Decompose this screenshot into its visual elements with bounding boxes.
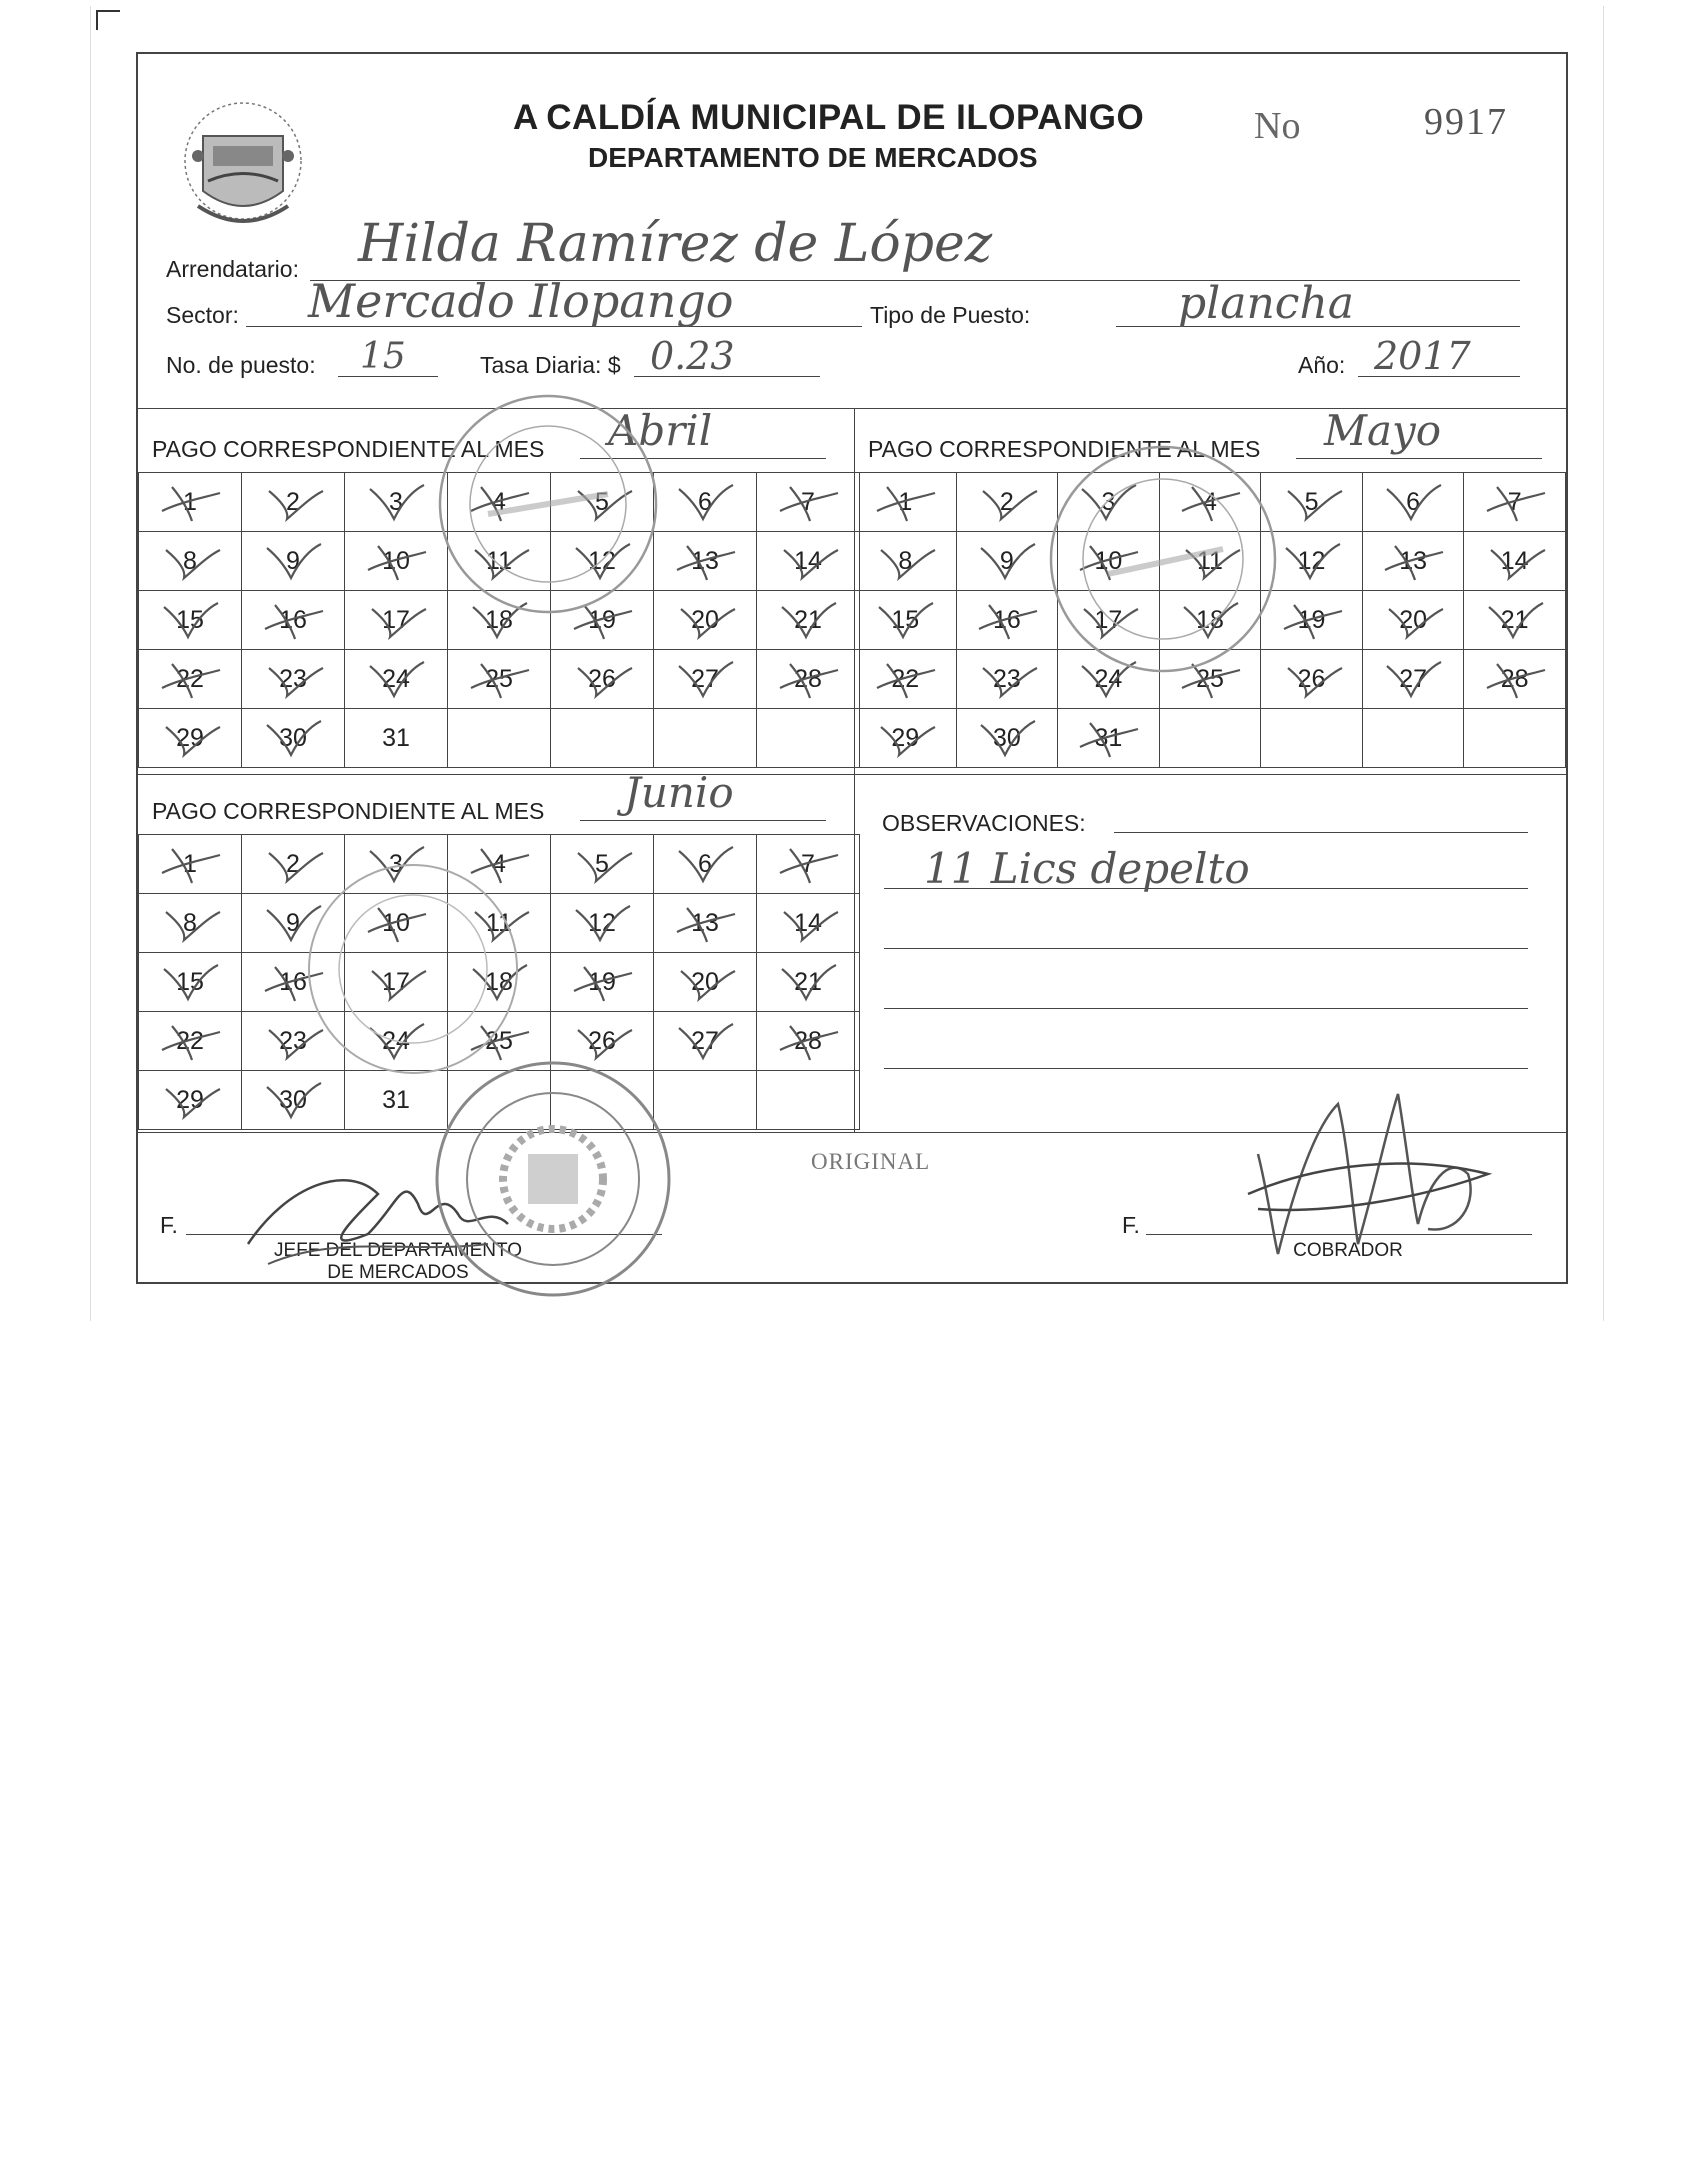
day-cell-mayo-21 [1464,591,1566,650]
day-number: 5 [1304,487,1319,516]
tasa-value: 0.23 [650,334,735,378]
day-number: 7 [1507,487,1522,516]
day-cell-junio-7 [757,835,860,894]
day-cell-junio-12 [551,894,654,953]
empty-cell [551,709,654,768]
day-number: 22 [176,664,204,693]
day-number: 5 [595,487,609,516]
day-number: 20 [691,967,719,996]
day-number: 20 [691,605,719,634]
day-cell-junio-15 [139,953,242,1012]
day-number: 16 [279,605,307,634]
day-number: 28 [1500,664,1529,693]
day-number: 11 [1196,546,1223,575]
day-cell-mayo-22 [855,650,957,709]
day-cell-mayo-27 [1362,650,1464,709]
observaciones-line-1 [1114,832,1528,833]
day-number: 3 [389,487,403,516]
municipal-seal-icon [178,96,308,236]
day-number: 12 [588,908,616,937]
day-cell-abril-28 [757,650,860,709]
day-cell-mayo-31 [1058,709,1160,768]
day-cell-mayo-6 [1362,473,1464,532]
day-cell-junio-6 [654,835,757,894]
day-cell-mayo-15 [855,591,957,650]
observaciones-note: 11 Lics depelto [924,844,1250,893]
day-cell-mayo-28 [1464,650,1566,709]
day-number: 17 [382,605,410,634]
day-cell-junio-29 [139,1071,242,1130]
day-number: 6 [698,487,712,516]
day-number: 27 [691,1026,719,1055]
empty-cell [757,709,860,768]
day-number: 14 [794,546,822,575]
observaciones-line-4 [884,1008,1528,1009]
day-number: 19 [1297,605,1326,634]
day-cell-abril-22 [139,650,242,709]
municipality-title: A CALDÍA MUNICIPAL DE ILOPANGO [513,98,1145,137]
day-cell-abril-23 [242,650,345,709]
day-cell-abril-31 [345,709,448,768]
jefe-title-line1: JEFE DEL DEPARTAMENTO [273,1240,523,1261]
cobrador-title: COBRADOR [1293,1240,1403,1261]
day-cell-mayo-30 [956,709,1058,768]
day-cell-junio-13 [654,894,757,953]
day-number: 31 [382,723,410,752]
day-number: 23 [279,1026,307,1055]
sector-value: Mercado Ilopango [308,274,734,328]
receipt-number: 9917 [1424,101,1508,143]
day-number: 21 [794,967,822,996]
day-number: 18 [485,967,513,996]
tipo-puesto-label: Tipo de Puesto: [870,302,1031,328]
day-number: 15 [891,605,920,634]
day-cell-mayo-14 [1464,532,1566,591]
day-cell-abril-9 [242,532,345,591]
day-number: 6 [1406,487,1421,516]
day-number: 13 [1399,546,1427,575]
day-cell-junio-8 [139,894,242,953]
grid-row [855,709,1566,768]
day-number: 31 [382,1085,410,1114]
day-number: 25 [485,664,513,693]
day-cell-abril-20 [654,591,757,650]
day-number: 16 [992,605,1021,634]
day-number: 29 [891,723,920,752]
day-number: 24 [382,664,410,693]
day-number: 3 [1101,487,1116,516]
observaciones-line-3 [884,948,1528,949]
empty-cell [757,1071,860,1130]
tasa-label: Tasa Diaria: $ [480,352,621,378]
day-number: 18 [485,605,513,634]
empty-cell [1464,709,1566,768]
day-cell-abril-13 [654,532,757,591]
day-number: 7 [801,487,815,516]
day-number: 17 [382,967,410,996]
day-number: 8 [183,546,197,575]
day-cell-abril-29 [139,709,242,768]
day-number: 27 [691,664,719,693]
day-number: 19 [588,967,616,996]
day-number: 2 [999,487,1014,516]
day-number: 2 [286,487,300,516]
day-number: 1 [183,849,197,878]
day-number: 26 [1297,664,1326,693]
day-number: 19 [588,605,616,634]
cobrador-signature-icon [1238,1064,1498,1274]
day-number: 7 [801,849,815,878]
day-cell-abril-24 [345,650,448,709]
receipt-card [136,52,1568,1284]
day-number: 22 [176,1026,204,1055]
day-number: 24 [382,1026,410,1055]
empty-cell [1159,709,1261,768]
day-number: 15 [176,605,204,634]
observaciones-label: OBSERVACIONES: [882,810,1086,836]
day-number: 14 [794,908,822,937]
day-number: 9 [999,546,1014,575]
day-cell-abril-21 [757,591,860,650]
day-number: 21 [794,605,822,634]
day-number: 20 [1399,605,1427,634]
empty-cell [654,709,757,768]
day-cell-mayo-1 [855,473,957,532]
tipo-puesto-value: plancha [1178,278,1355,329]
day-cell-abril-2 [242,473,345,532]
department-subtitle: DEPARTAMENTO DE MERCADOS [588,142,1038,173]
day-number: 15 [176,967,204,996]
month-value-mayo: Mayo [1324,406,1442,455]
month-line-mayo [1296,458,1542,459]
day-cell-junio-19 [551,953,654,1012]
section-divider-middle [138,774,1566,775]
day-number: 31 [1094,723,1123,752]
arrendatario-value: Hilda Ramírez de López [358,214,993,274]
day-number: 8 [898,546,913,575]
day-cell-abril-30 [242,709,345,768]
day-number: 13 [691,908,719,937]
month-label-mayo: PAGO CORRESPONDIENTE AL MES [868,436,1261,462]
day-number: 9 [286,546,300,575]
signature-f-left: F. [160,1212,178,1238]
stamp-abril-icon [428,384,668,624]
day-cell-abril-15 [139,591,242,650]
day-cell-junio-14 [757,894,860,953]
original-label: ORIGINAL [811,1149,931,1174]
day-number: 22 [891,664,920,693]
day-number: 23 [279,664,307,693]
official-stamp-icon [428,1054,678,1304]
day-number: 30 [279,723,307,752]
day-cell-abril-25 [448,650,551,709]
day-number: 30 [992,723,1021,752]
month-label-junio: PAGO CORRESPONDIENTE AL MES [152,798,545,824]
day-cell-abril-1 [139,473,242,532]
day-number: 10 [1094,546,1123,575]
day-cell-junio-28 [757,1012,860,1071]
day-cell-abril-6 [654,473,757,532]
day-number: 12 [588,546,616,575]
day-number: 12 [1297,546,1326,575]
day-number: 26 [588,664,616,693]
puesto-label: No. de puesto: [166,352,316,378]
day-number: 24 [1094,664,1123,693]
empty-cell [448,709,551,768]
day-cell-abril-14 [757,532,860,591]
day-number: 8 [183,908,197,937]
day-cell-junio-21 [757,953,860,1012]
day-number: 13 [691,546,719,575]
arrendatario-label: Arrendatario: [166,256,299,282]
day-number: 11 [486,908,512,937]
day-number: 18 [1196,605,1224,634]
puesto-value: 15 [360,336,406,377]
day-cell-abril-8 [139,532,242,591]
anio-label: Año: [1298,352,1346,378]
day-cell-mayo-20 [1362,591,1464,650]
day-cell-mayo-7 [1464,473,1566,532]
month-value-junio: Junio [624,768,734,817]
day-number: 4 [1203,487,1217,516]
day-cell-junio-5 [551,835,654,894]
day-cell-abril-27 [654,650,757,709]
day-cell-junio-22 [139,1012,242,1071]
day-cell-junio-20 [654,953,757,1012]
day-number: 10 [382,546,410,575]
day-number: 28 [794,664,822,693]
day-number: 29 [176,1085,204,1114]
day-number: 14 [1500,546,1529,575]
month-line-junio [580,820,826,821]
day-number: 21 [1500,605,1529,634]
day-number: 29 [176,723,204,752]
month-label-abril: PAGO CORRESPONDIENTE AL MES [152,436,545,462]
day-number: 6 [698,849,712,878]
stamp-mayo-icon [1038,434,1288,684]
anio-value: 2017 [1374,334,1471,378]
day-cell-mayo-29 [855,709,957,768]
month-value-abril: Abril [608,406,713,455]
day-number: 4 [492,849,506,878]
sector-label: Sector: [166,302,239,328]
day-number: 26 [588,1026,616,1055]
day-cell-abril-7 [757,473,860,532]
day-number: 4 [492,487,506,516]
day-number: 17 [1094,605,1123,634]
day-number: 1 [898,487,913,516]
grid-row [139,709,860,768]
day-cell-junio-1 [139,835,242,894]
day-number: 5 [595,849,609,878]
stamp-junio-icon [298,854,528,1084]
empty-cell [1261,709,1363,768]
jefe-title-line2: DE MERCADOS [327,1262,469,1283]
day-number: 10 [382,908,410,937]
day-number: 23 [992,664,1021,693]
day-number: 25 [1196,664,1224,693]
day-number: 1 [183,487,197,516]
day-cell-mayo-13 [1362,532,1464,591]
day-number: 16 [279,967,307,996]
day-cell-abril-26 [551,650,654,709]
day-number: 11 [486,546,512,575]
signature-f-right: F. [1122,1212,1140,1238]
day-number: 3 [389,849,403,878]
day-number: 27 [1399,664,1427,693]
day-number: 2 [286,849,300,878]
day-number: 28 [794,1026,822,1055]
day-cell-mayo-8 [855,532,957,591]
empty-cell [1362,709,1464,768]
day-number: 9 [286,908,300,937]
day-number: 25 [485,1026,513,1055]
grid-row [139,650,860,709]
receipt-number-label: No [1254,105,1301,147]
day-number: 30 [279,1085,307,1114]
day-cell-abril-16 [242,591,345,650]
